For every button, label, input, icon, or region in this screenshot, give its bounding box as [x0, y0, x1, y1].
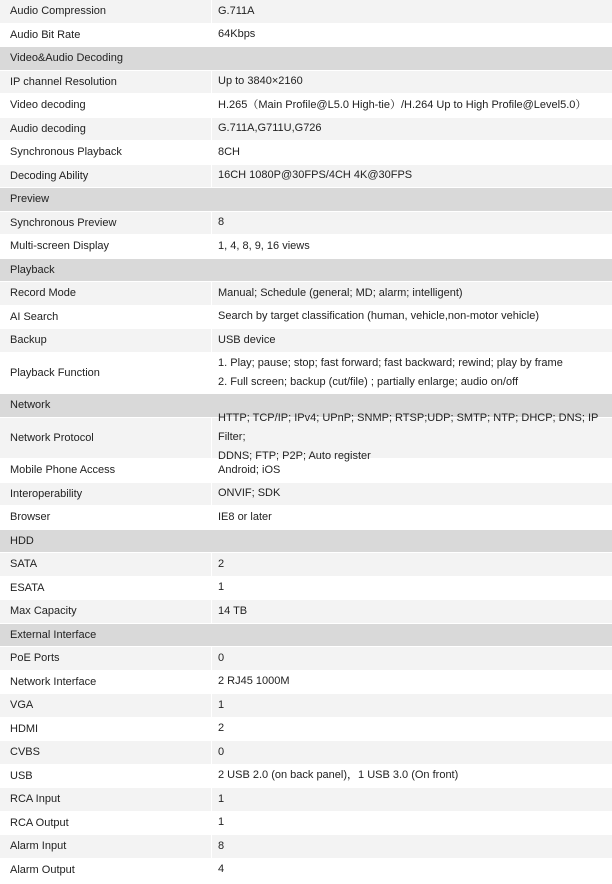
spec-label: SATA — [0, 553, 212, 576]
spec-value-line: 8 — [218, 839, 225, 852]
spec-value-line: Android; iOS — [218, 463, 281, 476]
spec-label: Network Interface — [0, 671, 212, 694]
spec-value — [212, 694, 612, 717]
spec-value — [212, 483, 612, 506]
spec-value — [212, 788, 612, 811]
spec-label: AI Search — [0, 306, 212, 329]
spec-value-line: Up to 3840×2160 — [218, 75, 303, 88]
spec-value-line: 0 — [218, 651, 225, 664]
spec-value — [212, 506, 612, 529]
spec-value-line: 1. Play; pause; stop; fast forward; fast backward; rewind; play by frame — [218, 356, 563, 369]
spec-label: Synchronous Playback — [0, 141, 212, 164]
section-title: Preview — [10, 193, 50, 206]
spec-row — [0, 118, 612, 142]
spec-value — [212, 141, 612, 164]
section-title: Network — [10, 399, 51, 412]
section-header — [0, 47, 612, 71]
spec-value — [212, 647, 612, 670]
spec-value-line: G.711A,G711U,G726 — [218, 122, 322, 135]
spec-value — [212, 165, 612, 188]
spec-value-line: Manual; Schedule (general; MD; alarm; intelligent) — [218, 286, 463, 299]
spec-label: CVBS — [0, 741, 212, 764]
spec-label: Synchronous Preview — [0, 212, 212, 235]
spec-value — [212, 835, 612, 858]
spec-label: RCA Output — [0, 812, 212, 835]
spec-value — [212, 671, 612, 694]
spec-value — [212, 282, 612, 305]
spec-value-line: 1 — [218, 581, 225, 594]
spec-label: Browser — [0, 506, 212, 529]
spec-value-line: 2. Full screen; backup (cut/file) ; partially enlarge; audio on/off — [218, 375, 519, 388]
section-header — [0, 624, 612, 648]
section-header — [0, 259, 612, 283]
spec-row — [0, 553, 612, 577]
spec-value-line: HTTP; TCP/IP; IPv4; UPnP; SNMP; RTSP;UDP; SMTP; NTP; DHCP; DNS; IP Filter; — [218, 412, 599, 444]
spec-label: Audio Compression — [0, 0, 212, 23]
spec-row — [0, 212, 612, 236]
spec-value-line: 14 TB — [218, 604, 248, 617]
spec-row — [0, 600, 612, 624]
spec-row — [0, 812, 612, 836]
spec-value-line: 1, 4, 8, 9, 16 views — [218, 239, 310, 252]
spec-value — [212, 118, 612, 141]
spec-value — [212, 0, 612, 23]
spec-value — [212, 718, 612, 741]
spec-value — [212, 94, 612, 117]
spec-value-line: 2 RJ45 1000M — [218, 675, 290, 688]
spec-value-line: G.711A — [218, 4, 255, 17]
spec-label: VGA — [0, 694, 212, 717]
spec-label: Audio Bit Rate — [0, 24, 212, 47]
spec-row — [0, 788, 612, 812]
spec-row — [0, 577, 612, 601]
section-title: Playback — [10, 263, 55, 276]
spec-row — [0, 24, 612, 48]
spec-label: Interoperability — [0, 483, 212, 506]
spec-value-line: 1 — [218, 816, 225, 829]
spec-row — [0, 141, 612, 165]
spec-value-line: 1 — [218, 792, 225, 805]
spec-value-line: Search by target classification (human, vehicle,non-motor vehicle) — [218, 310, 539, 323]
spec-row — [0, 94, 612, 118]
spec-value-line: 1 — [218, 698, 225, 711]
spec-row — [0, 71, 612, 95]
spec-row — [0, 329, 612, 353]
spec-label: Mobile Phone Access — [0, 459, 212, 482]
spec-label: HDMI — [0, 718, 212, 741]
spec-row — [0, 412, 612, 463]
spec-value — [212, 765, 612, 788]
section-title: External Interface — [10, 628, 97, 641]
spec-row — [0, 647, 612, 671]
section-title: HDD — [10, 534, 34, 547]
spec-label: Record Mode — [0, 282, 212, 305]
spec-row — [0, 835, 612, 859]
spec-label: PoE Ports — [0, 647, 212, 670]
spec-row — [0, 353, 612, 395]
spec-value — [212, 235, 612, 258]
spec-row — [0, 282, 612, 306]
spec-label: Decoding Ability — [0, 165, 212, 188]
spec-label: ESATA — [0, 577, 212, 600]
spec-label: Alarm Input — [0, 835, 212, 858]
spec-label: Alarm Output — [0, 859, 212, 882]
spec-row — [0, 235, 612, 259]
spec-value — [212, 329, 612, 352]
spec-row — [0, 483, 612, 507]
spec-value-line: DDNS; FTP; P2P; Auto register — [218, 450, 371, 463]
spec-label: RCA Input — [0, 788, 212, 811]
spec-row — [0, 0, 612, 24]
spec-row — [0, 506, 612, 530]
spec-value — [212, 412, 612, 463]
spec-value — [212, 212, 612, 235]
spec-row — [0, 671, 612, 695]
spec-value-line: ONVIF; SDK — [218, 487, 281, 500]
spec-value — [212, 459, 612, 482]
spec-value — [212, 741, 612, 764]
spec-label: Multi-screen Display — [0, 235, 212, 258]
spec-row — [0, 859, 612, 883]
spec-label: Playback Function — [0, 353, 212, 394]
spec-value — [212, 353, 612, 394]
spec-value — [212, 71, 612, 94]
spec-value-line: IE8 or later — [218, 510, 272, 523]
spec-row — [0, 165, 612, 189]
spec-value-line: 0 — [218, 745, 225, 758]
spec-value-line: 2 — [218, 557, 225, 570]
spec-value-line: 8 — [218, 216, 225, 229]
spec-label: Network Protocol — [0, 418, 212, 459]
spec-value-line: 16CH 1080P@30FPS/4CH 4K@30FPS — [218, 169, 413, 182]
spec-value-line: 2 — [218, 722, 225, 735]
spec-value-line: 8CH — [218, 145, 241, 158]
spec-value — [212, 306, 612, 329]
spec-value — [212, 859, 612, 882]
spec-label: IP channel Resolution — [0, 71, 212, 94]
spec-value-line: H.265（Main Profile@L5.0 High-tie）/H.264 Up to High Profile@Level5.0） — [218, 98, 587, 111]
spec-value-line: 64Kbps — [218, 28, 256, 41]
spec-row — [0, 741, 612, 765]
spec-row — [0, 694, 612, 718]
spec-value — [212, 600, 612, 623]
spec-label: Max Capacity — [0, 600, 212, 623]
section-header — [0, 530, 612, 554]
spec-value — [212, 24, 612, 47]
spec-value-line: 2 USB 2.0 (on back panel)，1 USB 3.0 (On front) — [218, 769, 459, 782]
spec-row — [0, 459, 612, 483]
spec-value-line: 4 — [218, 863, 225, 876]
spec-row — [0, 718, 612, 742]
spec-label: Audio decoding — [0, 118, 212, 141]
spec-value — [212, 577, 612, 600]
section-title: Video&Audio Decoding — [10, 52, 123, 65]
spec-label: Video decoding — [0, 94, 212, 117]
section-header — [0, 188, 612, 212]
spec-row — [0, 306, 612, 330]
spec-row — [0, 765, 612, 789]
spec-value — [212, 812, 612, 835]
spec-value — [212, 553, 612, 576]
spec-label: USB — [0, 765, 212, 788]
spec-label: Backup — [0, 329, 212, 352]
spec-value-line: USB device — [218, 333, 276, 346]
